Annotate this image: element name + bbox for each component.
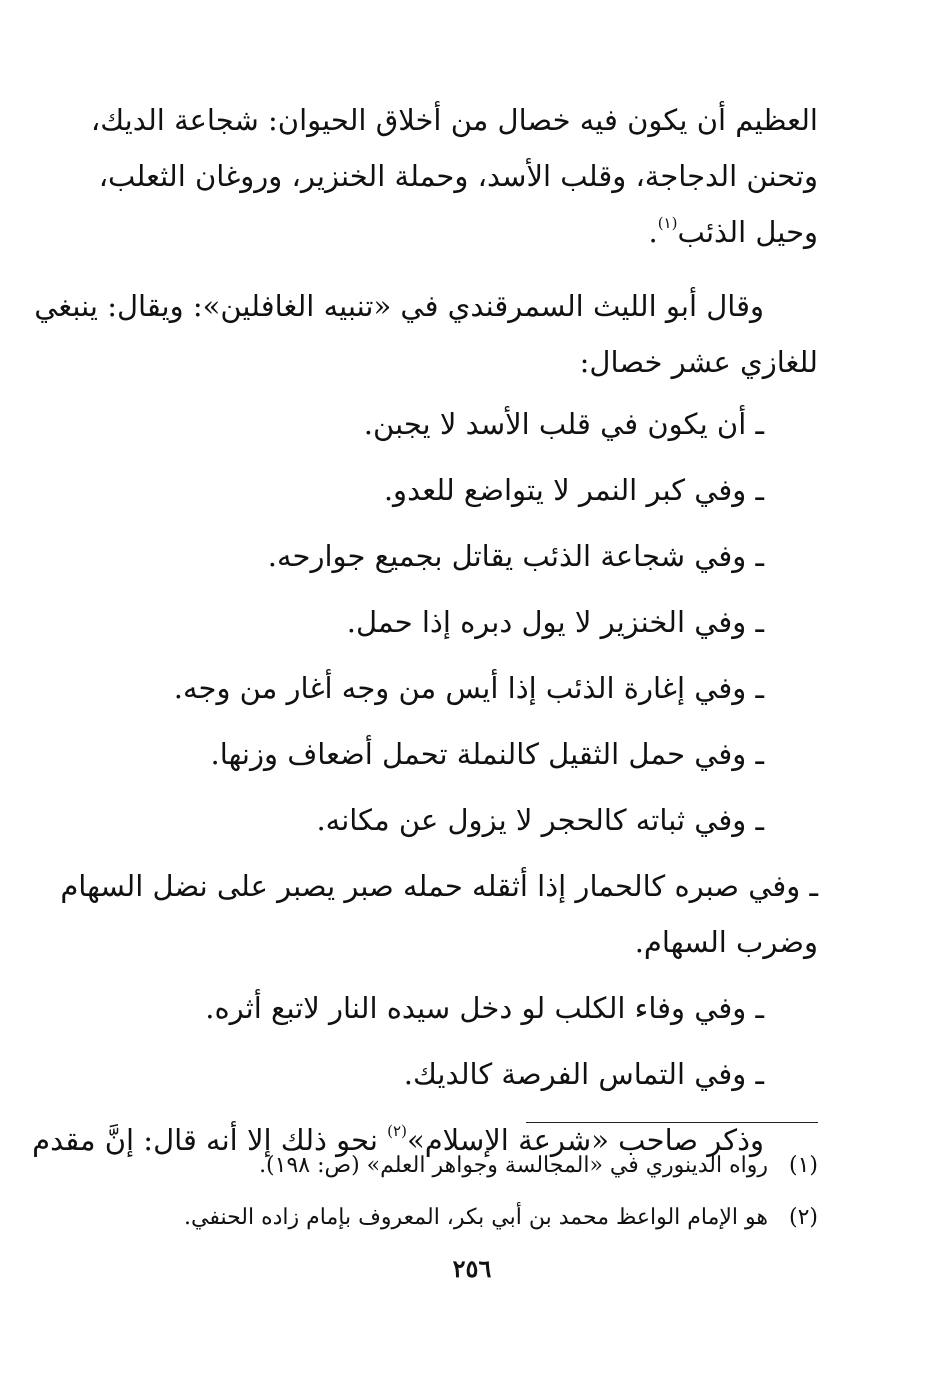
text-segment: وذكر صاحب «شرعة الإسلام» bbox=[406, 1123, 764, 1157]
list-item: ـ وفي إغارة الذئب إذا أيس من وجه أغار من وجه. bbox=[173, 671, 764, 705]
footnote bbox=[106, 1192, 818, 1244]
footnote-text: هو الإمام الواعظ محمد بن أبي بكر، المعروف بإمام زاده الحنفي. bbox=[184, 1205, 768, 1230]
footnote-ref-2: (٢) bbox=[387, 1122, 407, 1140]
list-item: ـ وفي وفاء الكلب لو دخل سيده النار لاتبع أثره. bbox=[205, 991, 764, 1025]
footnote-separator bbox=[526, 1122, 818, 1123]
footnote bbox=[106, 1140, 818, 1192]
list-item: ـ وفي الخنزير لا يول دبره إذا حمل. bbox=[346, 605, 764, 639]
list-item: ـ وفي ثباته كالحجر لا يزول عن مكانه. bbox=[316, 803, 764, 837]
list-item-wrapped: ـ وفي صبره كالحمار إذا أثقله حمله صبر يصبر على نضل السهام bbox=[60, 869, 818, 903]
text-segment: . bbox=[648, 215, 658, 249]
footnote-number: (٢) bbox=[788, 1205, 818, 1230]
text-line: العظيم أن يكون فيه خصال من أخلاق الحيوان: شجاعة الديك، bbox=[90, 103, 818, 137]
list-item: ـ أن يكون في قلب الأسد لا يجبن. bbox=[363, 407, 764, 441]
footnote-number: (١) bbox=[788, 1153, 818, 1178]
text-segment: وحيل الذئب bbox=[677, 215, 818, 249]
page-number: ٢٥٦ bbox=[452, 1254, 492, 1283]
list-item: ـ وفي حمل الثقيل كالنملة تحمل أضعاف وزنها. bbox=[210, 737, 764, 771]
text-segment: نحو ذلك إلا أنه قال: إنَّ مقدم bbox=[32, 1123, 388, 1157]
text-line: للغازي عشر خصال: bbox=[579, 345, 818, 379]
footnotes bbox=[106, 1140, 818, 1244]
footnote-text: رواه الدينوري في «المجالسة وجواهر العلم» (ص: ١٩٨). bbox=[259, 1153, 768, 1178]
list-item-continuation: وضرب السهام. bbox=[634, 925, 818, 959]
list-item: ـ وفي شجاعة الذئب يقاتل بجميع جوارحه. bbox=[267, 539, 764, 573]
list-item: ـ وفي كبر النمر لا يتواضع للعدو. bbox=[383, 473, 764, 507]
footnote-ref-1: (١) bbox=[657, 214, 678, 232]
main-text bbox=[32, 92, 818, 1168]
paragraph-start: وقال أبو الليث السمرقندي في «تنبيه الغافلين»: ويقال: ينبغي bbox=[34, 289, 764, 323]
text-line bbox=[106, 204, 818, 260]
text-line: وتحنن الدجاجة، وقلب الأسد، وحملة الخنزير، وروغان الثعلب، bbox=[98, 159, 818, 193]
list-item: ـ وفي التماس الفرصة كالديك. bbox=[403, 1057, 764, 1091]
